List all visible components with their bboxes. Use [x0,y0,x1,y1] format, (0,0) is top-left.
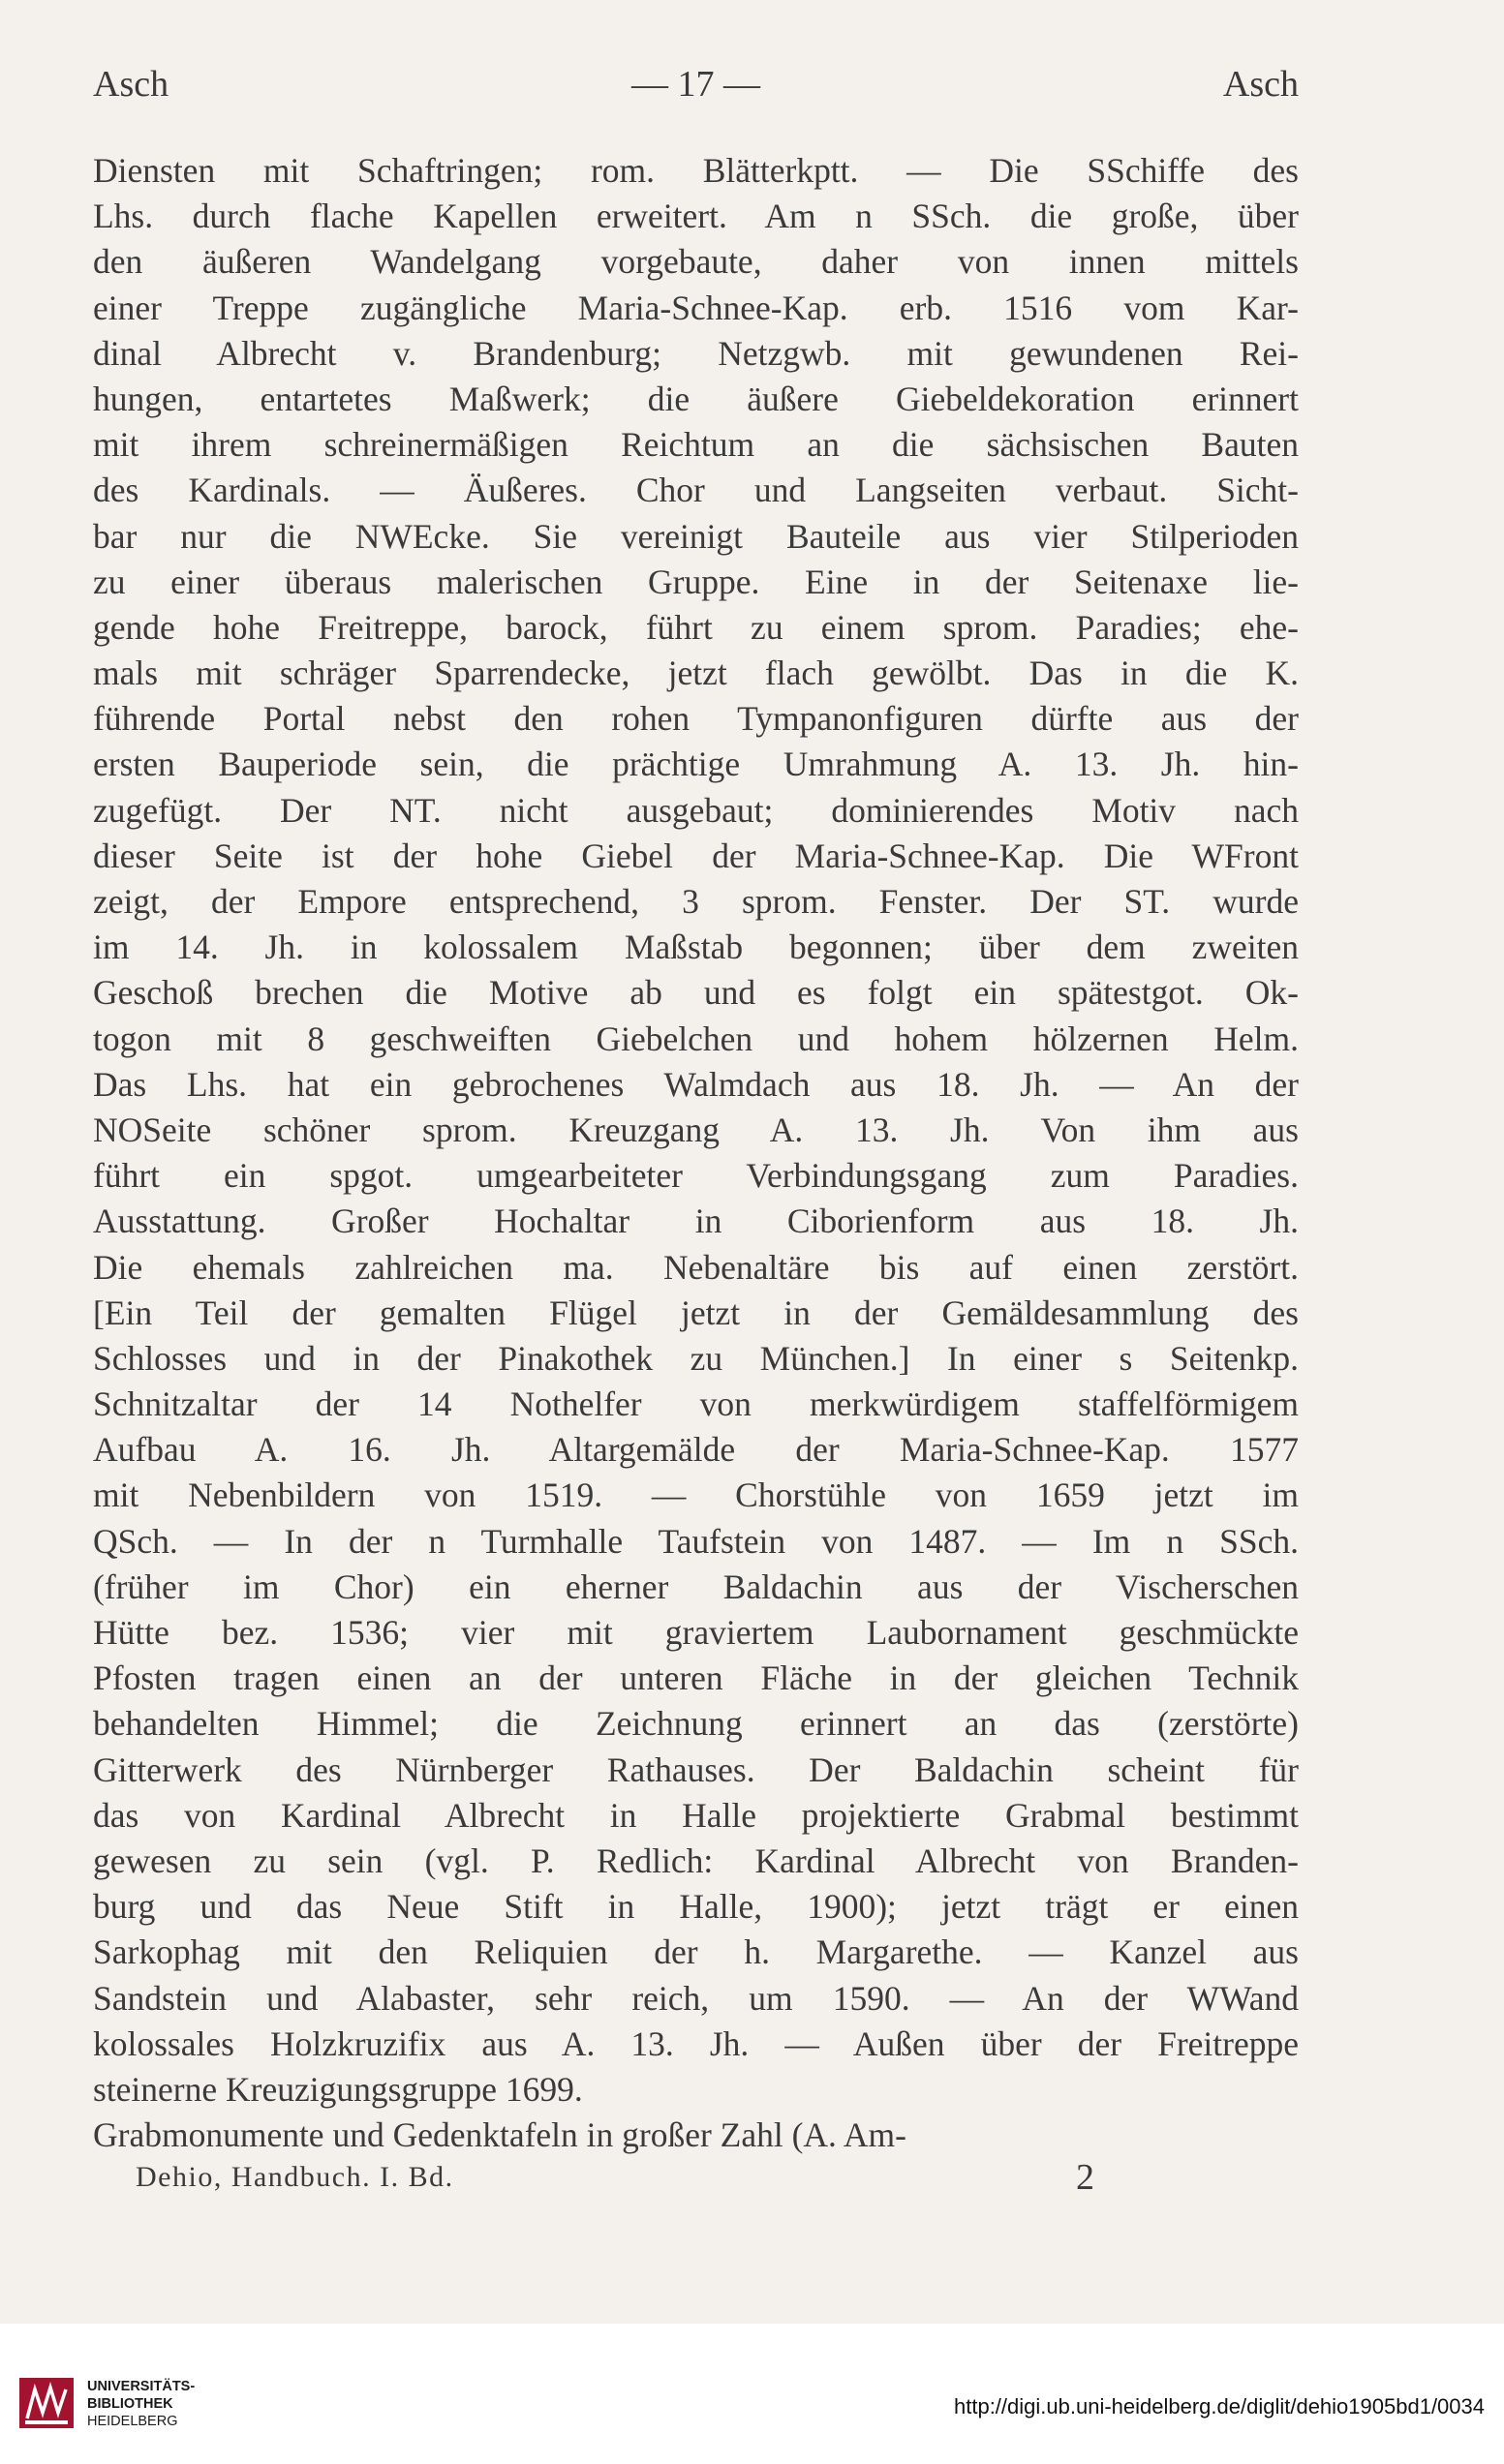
text-line: Gitterwerk des Nürnberger Rathauses. Der Baldachin scheint für [93,1749,1299,1789]
library-seal-icon [15,2372,77,2434]
text-line: Schnitzaltar der 14 Nothelfer von merkwürdigem staffelförmigem [93,1384,1299,1424]
text-line: Schlosses und in der Pinakothek zu München.] In einer s Seitenkp. [93,1338,1299,1378]
text-line: gende hohe Freitreppe, barock, führt zu einem sprom. Paradies; ehe- [93,607,1299,647]
text-line: bar nur die NWEcke. Sie vereinigt Bauteile aus vier Stilperioden [93,516,1299,556]
running-head [93,60,1299,108]
text-line: burg und das Neue Stift in Halle, 1900); jetzt trägt er einen [93,1887,1299,1927]
text-line: führende Portal nebst den rohen Tympanonfiguren dürfte aus der [93,699,1299,739]
text-line: Sandstein und Alabaster, sehr reich, um 1590. — An der WWand [93,1978,1299,2018]
text-line: dinal Albrecht v. Brandenburg; Netzgwb. mit gewundenen Rei- [93,333,1299,373]
source-url-link[interactable]: http://digi.ub.uni-heidelberg.de/diglit/dehio1905bd1/0034 [954,2394,1485,2418]
text-line: Die ehemals zahlreichen ma. Nebenaltäre bis auf einen zerstört. [93,1247,1299,1287]
text-line: mit Nebenbildern von 1519. — Chorstühle von 1659 jetzt im [93,1475,1299,1515]
text-line: Geschoß brechen die Motive ab und es folgt ein spätestgot. Ok- [93,973,1299,1013]
text-line: mit ihrem schreinermäßigen Reichtum an die sächsischen Bauten [93,425,1299,465]
text-line: dieser Seite ist der hohe Giebel der Maria-Schnee-Kap. Die WFront [93,836,1299,875]
text-line: zu einer überaus malerischen Gruppe. Eine in der Seitenaxe lie- [93,562,1299,601]
page-footer [136,2156,1123,2199]
text-line: einer Treppe zugängliche Maria-Schnee-Kap. erb. 1516 vom Kar- [93,288,1299,327]
text-line: Diensten mit Schaftringen; rom. Blätterkptt. — Die SSchiffe des [93,151,1299,190]
text-line: zeigt, der Empore entsprechend, 3 sprom. Fenster. Der ST. wurde [93,882,1299,921]
running-head-left: Asch [93,64,169,105]
text-line: das von Kardinal Albrecht in Halle projektierte Grabmal bestimmt [93,1795,1299,1835]
text-line: Lhs. durch flache Kapellen erweitert. Am n SSch. die große, über [93,197,1299,236]
sheet-number: 2 [1076,2157,1094,2198]
text-line: Grabmonumente und Gedenktafeln in großer Zahl (A. Am- [93,2115,906,2155]
text-line: den äußeren Wandelgang vorgebaute, daher von innen mittels [93,242,1299,282]
body-text [93,148,1299,2158]
text-line: zugefügt. Der NT. nicht ausgebaut; dominierendes Motiv nach [93,790,1299,830]
text-line: steinerne Kreuzigungsgruppe 1699. [93,2069,583,2109]
book-signature: Dehio, Handbuch. I. Bd. [136,2161,454,2193]
page-number: — 17 — [631,64,760,105]
library-name-line: UNIVERSITÄTS- [87,2379,196,2394]
text-line: Ausstattung. Großer Hochaltar in Ciborienform aus 18. Jh. [93,1202,1299,1241]
text-line: des Kardinals. — Äußeres. Chor und Langseiten verbaut. Sicht- [93,471,1299,510]
text-line: ersten Bauperiode sein, die prächtige Umrahmung A. 13. Jh. hin- [93,745,1299,784]
running-head-right: Asch [1222,64,1299,105]
text-line: behandelten Himmel; die Zeichnung erinnert an das (zerstörte) [93,1704,1299,1744]
library-name [87,2378,213,2430]
text-line: QSch. — In der n Turmhalle Taufstein von 1487. — Im n SSch. [93,1521,1299,1561]
text-line: hungen, entartetes Maßwerk; die äußere Giebeldekoration erinnert [93,379,1299,418]
text-line: kolossales Holzkruzifix aus A. 13. Jh. — Außen über der Freitreppe [93,2023,1299,2063]
text-line: [Ein Teil der gemalten Flügel jetzt in der Gemäldesammlung des [93,1293,1299,1332]
text-line: togon mit 8 geschweiften Giebelchen und hohem hölzernen Helm. [93,1019,1299,1058]
text-line: Aufbau A. 16. Jh. Altargemälde der Maria-Schnee-Kap. 1577 [93,1430,1299,1470]
text-line: Hütte bez. 1536; vier mit graviertem Laubornament geschmückte [93,1613,1299,1652]
text-line: Pfosten tragen einen an der unteren Fläche in der gleichen Technik [93,1658,1299,1698]
text-line: (früher im Chor) ein eherner Baldachin aus der Vischerschen [93,1567,1299,1606]
library-name-line: HEIDELBERG [87,2414,178,2429]
text-line: Das Lhs. hat ein gebrochenes Walmdach aus 18. Jh. — An der [93,1064,1299,1104]
library-name-line: BIBLIOTHEK [87,2396,173,2412]
text-line: im 14. Jh. in kolossalem Maßstab begonnen; über dem zweiten [93,928,1299,967]
text-line: mals mit schräger Sparrendecke, jetzt flach gewölbt. Das in die K. [93,654,1299,693]
text-line: führt ein spgot. umgearbeiteter Verbindungsgang zum Paradies. [93,1156,1299,1196]
text-line: NOSeite schöner sprom. Kreuzgang A. 13. Jh. Von ihm aus [93,1110,1299,1149]
library-logo [15,2372,209,2440]
text-line: Sarkophag mit den Reliquien der h. Margarethe. — Kanzel aus [93,1932,1299,1972]
text-line: gewesen zu sein (vgl. P. Redlich: Kardinal Albrecht von Branden- [93,1840,1299,1880]
